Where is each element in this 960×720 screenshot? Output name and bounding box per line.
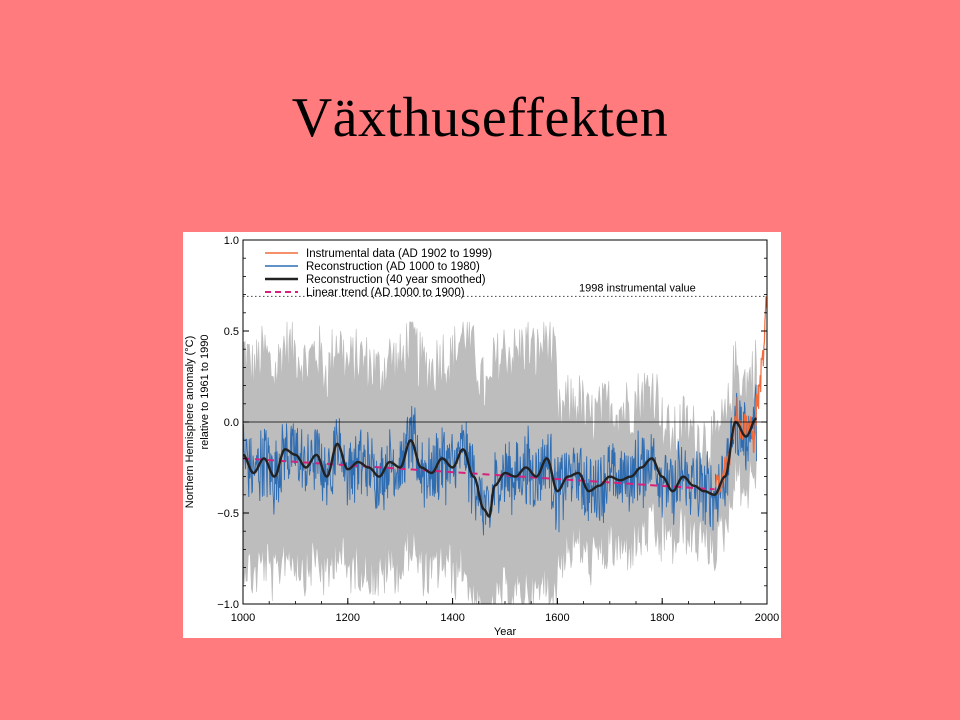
y-axis-title-line2: relative to 1961 to 1990	[199, 334, 211, 450]
y-tick-label: −0.5	[217, 508, 239, 520]
chart-figure	[183, 232, 781, 638]
y-axis-title-line1: Northern Hemisphere anomaly (°C)	[184, 335, 196, 509]
y-tick-label: 1.0	[223, 235, 239, 247]
y-tick-label: 0.0	[223, 417, 239, 429]
legend-label: Linear trend (AD 1000 to 1900)	[306, 287, 465, 299]
x-tick-label: 1600	[545, 612, 570, 624]
x-tick-label: 1200	[335, 612, 361, 624]
legend-label: Reconstruction (40 year smoothed)	[306, 274, 486, 286]
legend-label: Instrumental data (AD 1902 to 1999)	[306, 248, 493, 260]
y-tick-label: −1.0	[217, 599, 239, 611]
x-tick-label: 1800	[649, 612, 675, 624]
x-tick-label: 2000	[754, 612, 780, 624]
x-tick-label: 1400	[440, 612, 465, 624]
legend	[265, 248, 492, 299]
annotation-label: 1998 instrumental value	[579, 282, 696, 295]
temperature-chart	[183, 232, 781, 638]
y-tick-label: 0.5	[223, 326, 239, 338]
x-axis-title: Year	[493, 626, 517, 638]
slide-title: Växthuseffekten	[291, 87, 669, 149]
legend-label: Reconstruction (AD 1000 to 1980)	[306, 261, 480, 273]
x-tick-label: 1000	[230, 612, 256, 624]
